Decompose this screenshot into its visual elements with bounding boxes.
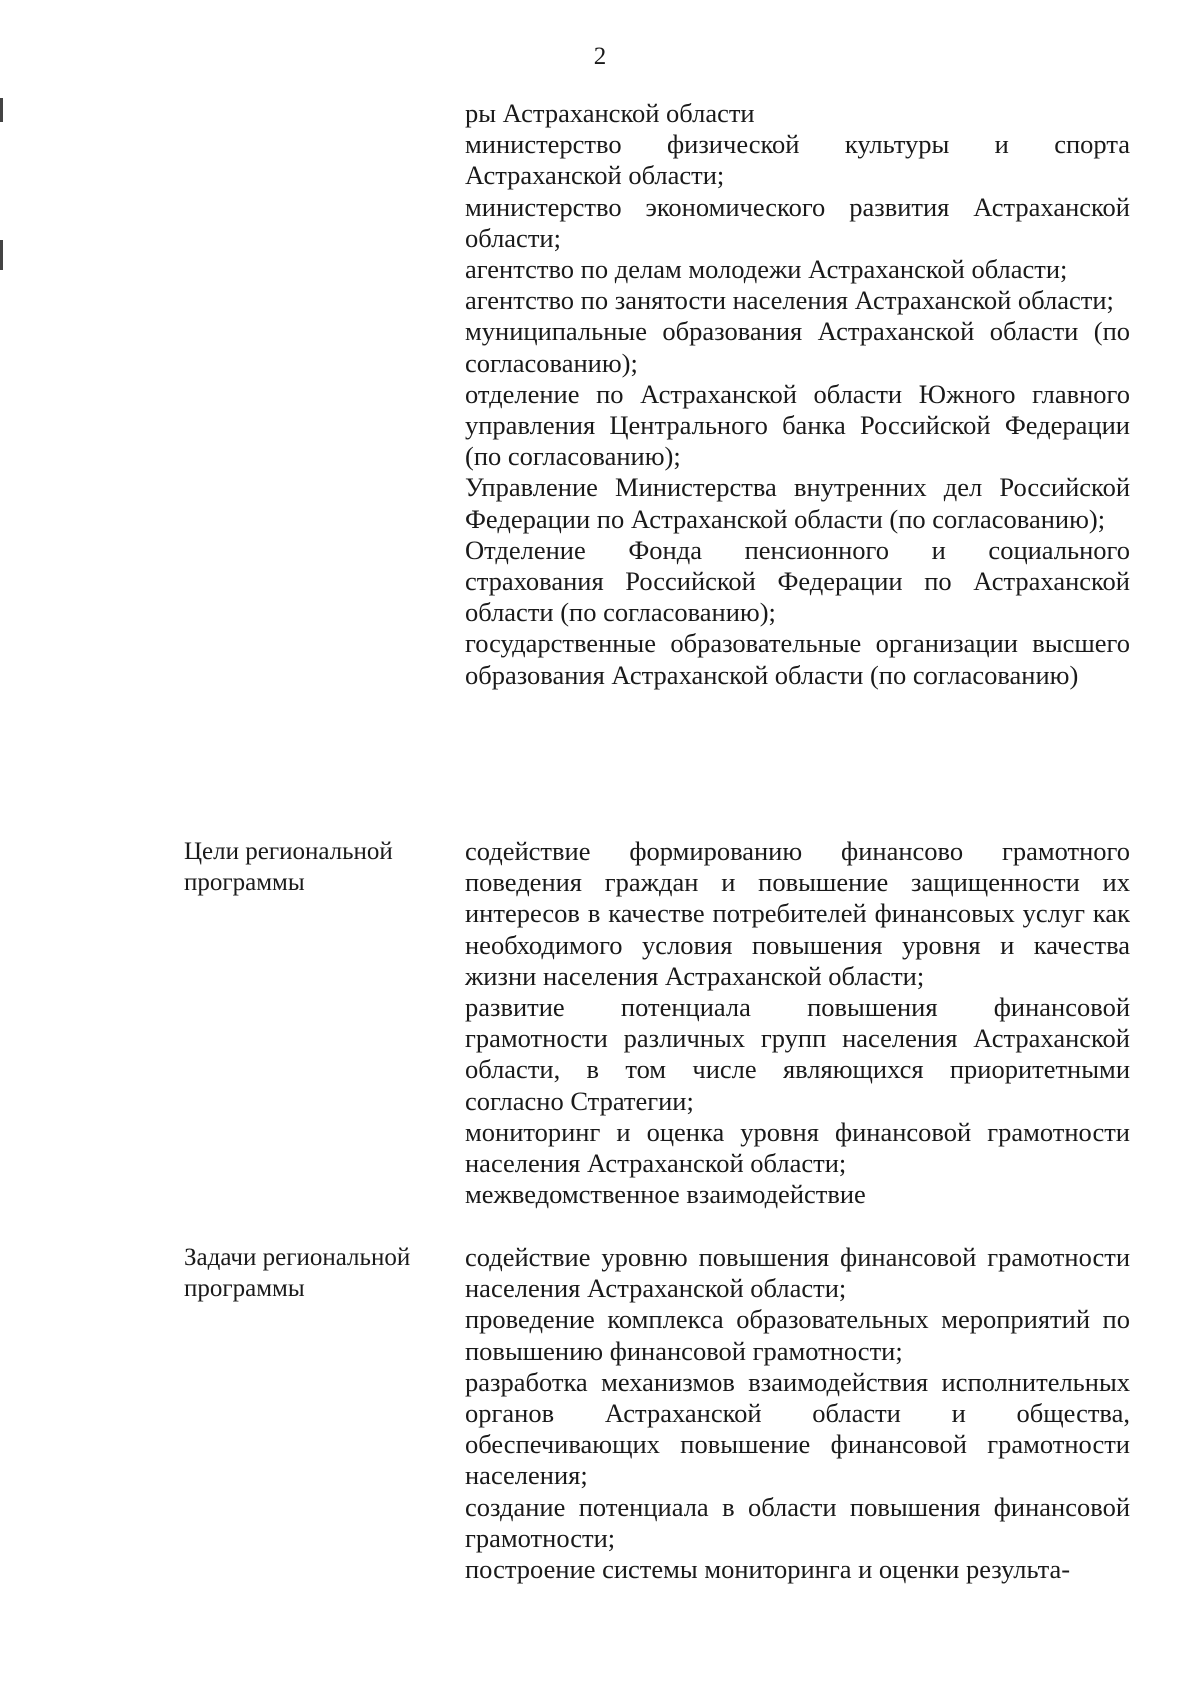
paragraph: государственные образовательные организации высшего образования Астраханской области (по согласованию): [465, 628, 1130, 690]
scan-edge-mark: [0, 98, 3, 122]
tasks-content: [465, 1242, 1130, 1585]
page-number: 2: [593, 43, 607, 70]
scan-edge-mark: [0, 240, 3, 270]
tasks-label: Задачи региональной программы: [184, 1244, 411, 1302]
goals-label: Цели региональной программы: [184, 838, 393, 896]
paragraph: Управление Министерства внутренних дел Российской Федерации по Астраханской области (по согласованию);: [465, 472, 1130, 534]
row-content: [465, 98, 1130, 691]
goals-content: [465, 836, 1130, 1210]
paragraph: построение системы мониторинга и оценки результа-: [465, 1554, 1071, 1585]
paragraph: агентство по делам молодежи Астраханской области;: [465, 254, 1068, 285]
paragraph: мониторинг и оценка уровня финансовой грамотности населения Астраханской области;: [465, 1116, 1130, 1179]
paragraph: межведомственное взаимодействие: [465, 1179, 866, 1210]
paragraph: ры Астраханской области: [465, 98, 755, 128]
paragraph: агентство по занятости населения Астраханской области;: [465, 285, 1114, 316]
paragraph: разработка механизмов взаимодействия исполнительных органов Астраханской области и общества, обеспечивающих повышение финансовой грамотности населения;: [465, 1366, 1130, 1491]
paragraph: проведение комплекса образовательных мероприятий по повышению финансовой грамотности;: [465, 1304, 1130, 1366]
paragraph: Отделение Фонда пенсионного и социального страхования Российской Федерации по Астраханской области (по согласованию);: [465, 534, 1130, 628]
paragraph: министерство физической культуры и спорта Астраханской области;: [465, 129, 1130, 191]
paragraph: содействие формированию финансово грамотного поведения граждан и повышение защищенности их интересов в качестве потребителей финансовых услуг как необходимого условия повышения уровня и качества жизни населения Астраханской области;: [465, 836, 1130, 991]
paragraph: министерство экономического развития Астраханской области;: [465, 191, 1130, 253]
paragraph: содействие уровню повышения финансовой грамотности населения Астраханской области;: [465, 1242, 1130, 1304]
paragraph: создание потенциала в области повышения финансовой грамотности;: [465, 1491, 1130, 1553]
paragraph: развитие потенциала повышения финансовой грамотности различных групп населения Астраханской области, в том числе являющихся приоритетными согласно Стратегии;: [465, 992, 1130, 1116]
paragraph: муниципальные образования Астраханской области (по согласованию);: [465, 316, 1130, 378]
paragraph: отделение по Астраханской области Южного главного управления Центрального банка Российской Федерации (по согласованию);: [465, 378, 1130, 472]
